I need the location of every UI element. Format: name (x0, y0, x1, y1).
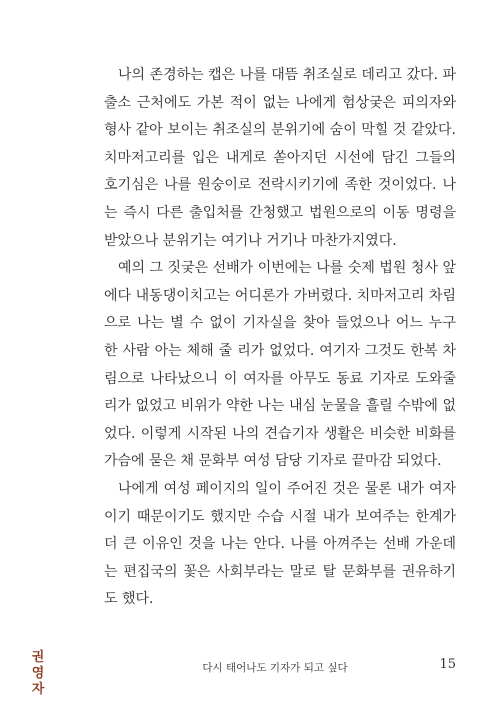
body-text (104, 62, 456, 614)
page-number: 15 (439, 657, 456, 672)
paragraph-3: 나에게 여성 페이지의 일이 주어진 것은 물론 내가 여자이기 때문이기도 했지만 수습 시절 내가 보여주는 한계가 더 큰 이유인 것을 나는 안다. 나를 아껴주는 선배 가운데는 편집국의 꽃은 사회부라는 말로 탈 문화부를 권유하기도 했다. (104, 480, 456, 608)
author-name: 권영자 (31, 650, 45, 697)
paragraph-1: 나의 존경하는 캡은 나를 대뜸 취조실로 데리고 갔다. 파출소 근처에도 가본 적이 없는 나에게 험상궂은 피의자와 형사 같아 보이는 취조실의 분위기에 숨이 막힐 것 같았다. 치마저고리를 입은 내게로 쏟아지던 시선에 담긴 그들의 호기심은 나를 원숭이로 전락시키기에 족한 것이었다. 나는 즉시 다른 출입처를 간청했고 법원으로의 이동 명령을 받았으나 분위기는 여기나 거기나 마찬가지였다. (104, 67, 456, 249)
paragraph-2: 예의 그 짓궂은 선배가 이번에는 나를 숫제 법원 청사 앞에다 내동댕이치고는 어디론가 가버렸다. 치마저고리 차림으로 나는 별 수 없이 기자실을 찾아 들었으나 어느 누구 한 사람 아는 체해 줄 리가 없었다. 여기자 그것도 한복 차림으로 나타났으니 이 여자를 아무도 동료 기자로 도와줄 리가 없었고 비위가 약한 나는 내심 눈물을 흘릴 수밖에 없었다. 이렇게 시작된 나의 견습기자 생활은 비슷한 비화를 가슴에 묻은 채 문화부 여성 담당 기자로 끝마감 되었다. (104, 260, 456, 470)
running-footer-title: 다시 태어나도 기자가 되고 싶다 (202, 662, 348, 674)
